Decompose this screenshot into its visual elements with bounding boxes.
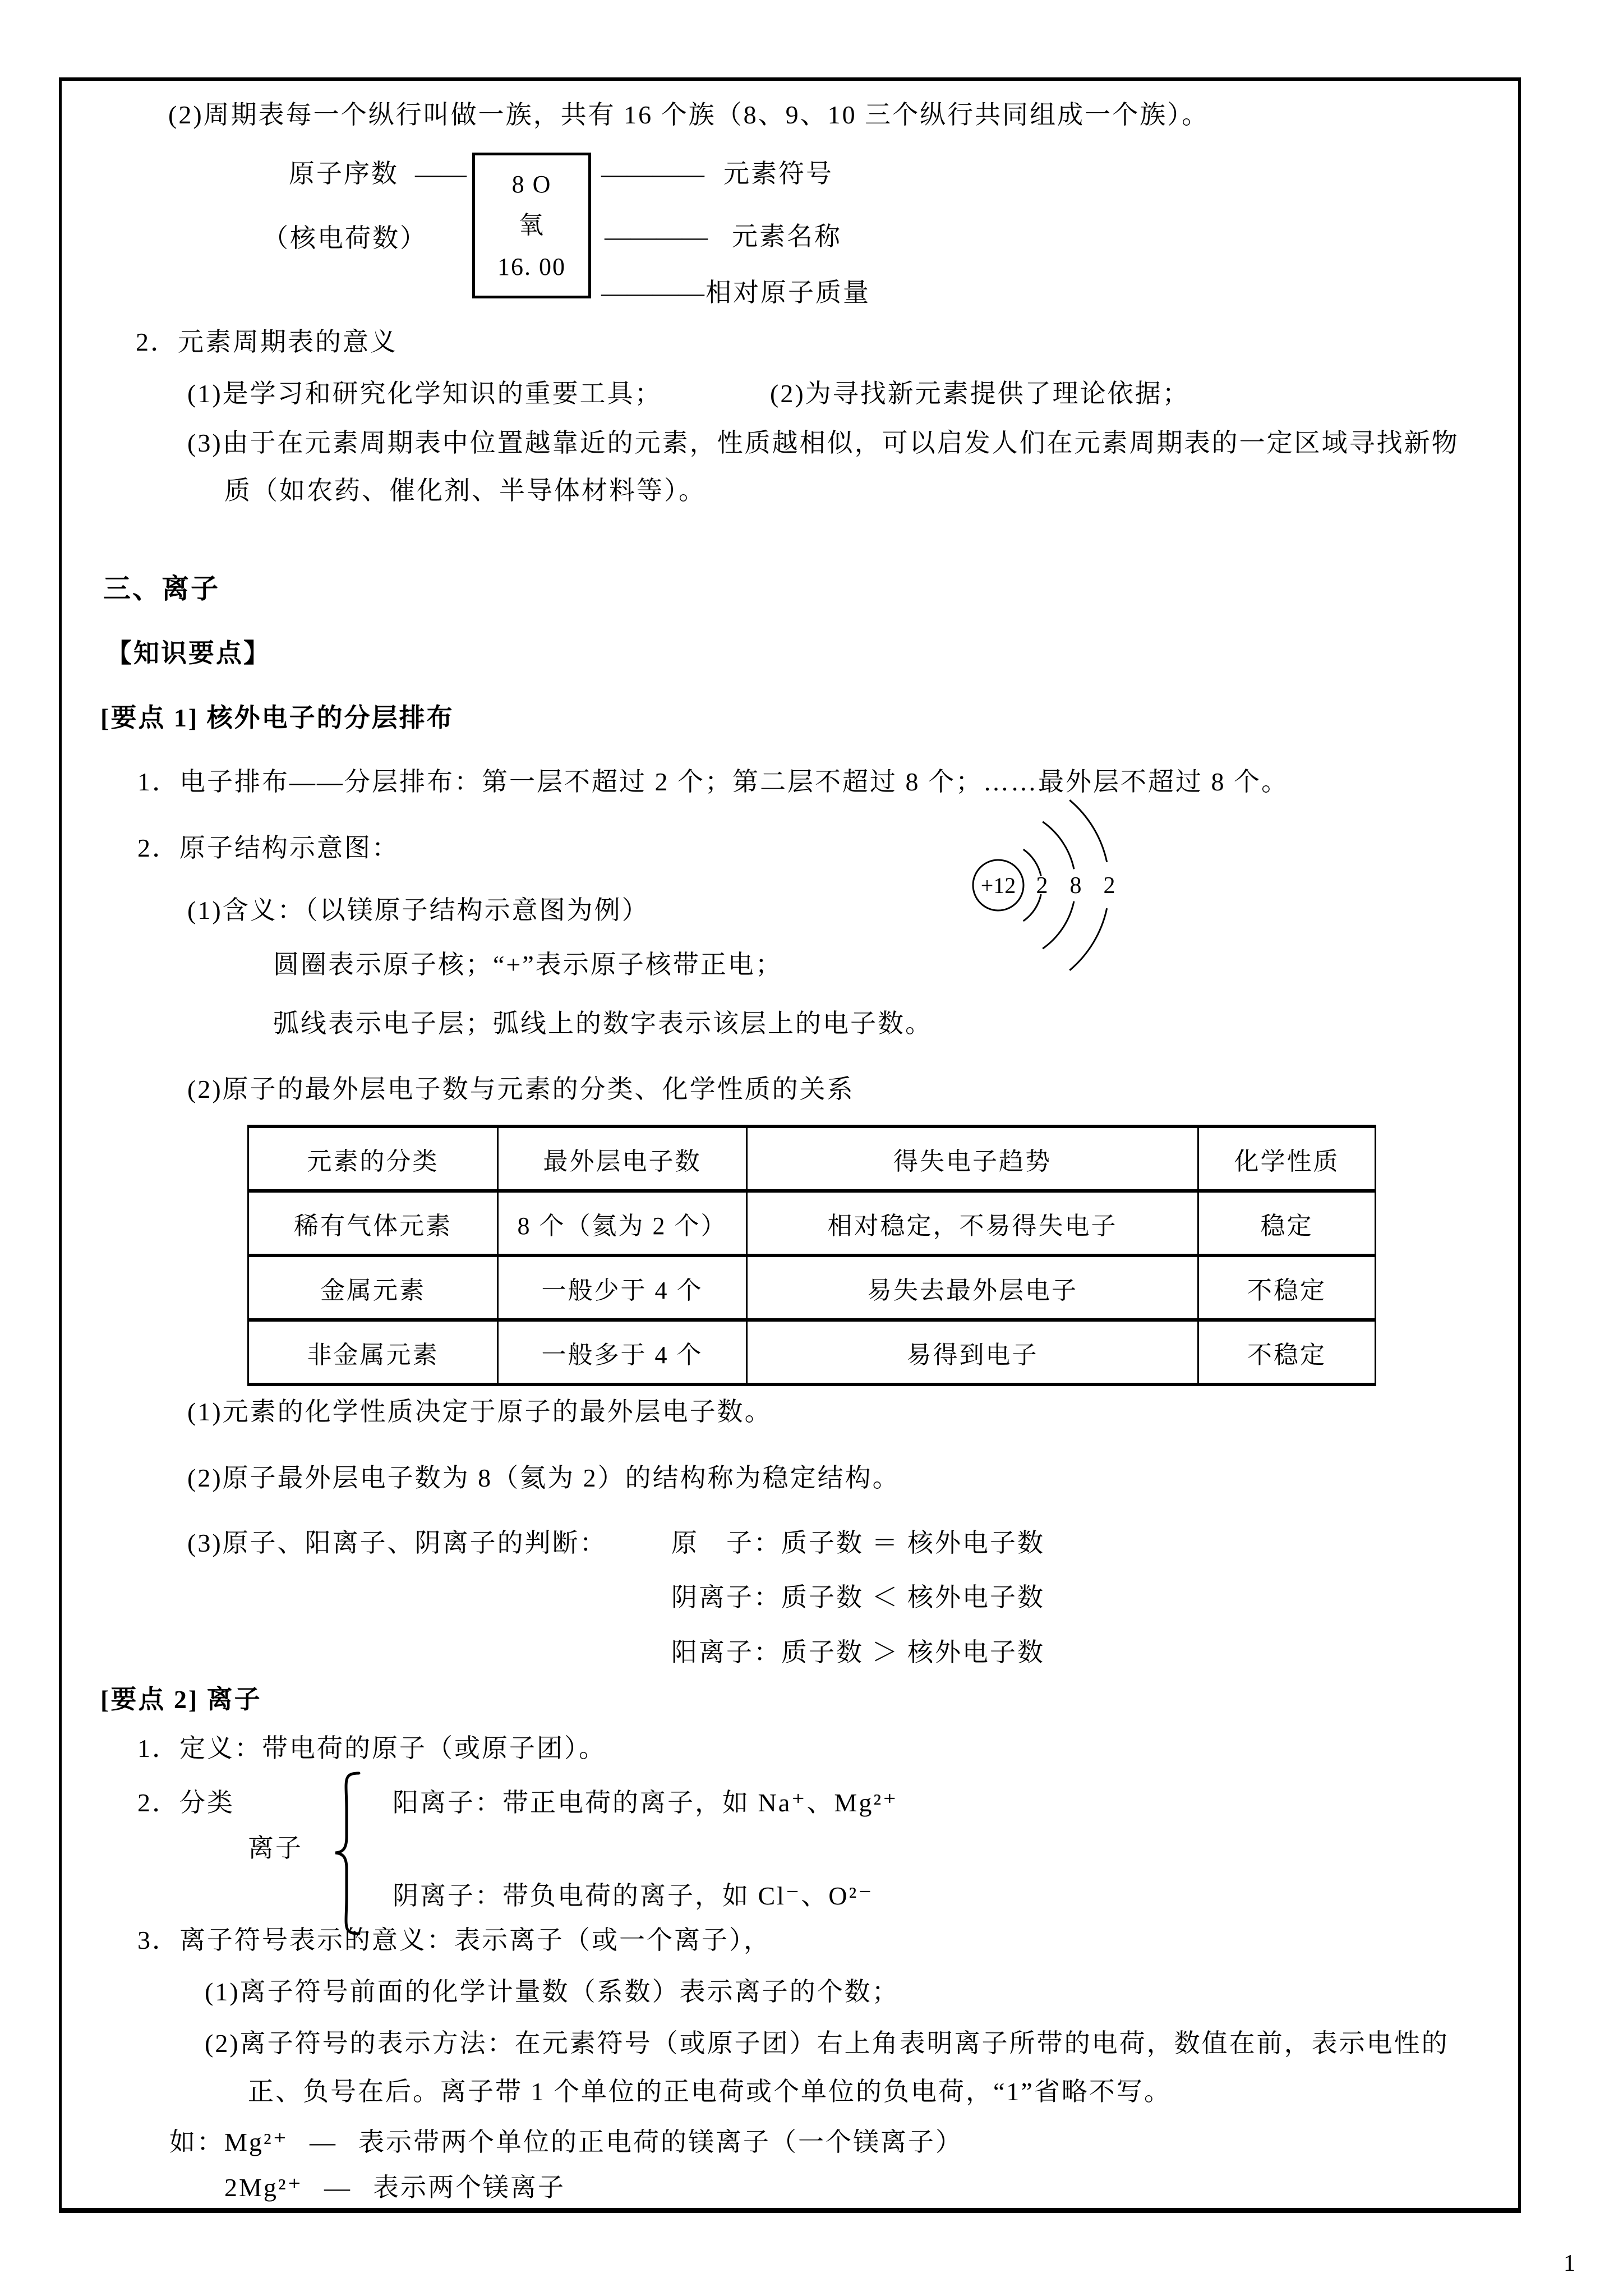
element-box <box>472 153 591 298</box>
nuclear-charge-label: （核电荷数） <box>262 224 427 252</box>
meaning-item1: (1)是学习和研究化学知识的重要工具； <box>187 379 662 408</box>
point1-circle-line: 圆圈表示原子核；“+”表示原子核带正电； <box>273 950 783 979</box>
point2-item3-1: (1)离子符号前面的化学计量数（系数）表示离子的个数； <box>205 1977 900 2006</box>
connector-left: —— <box>415 159 467 188</box>
judge-cation-line: 阳离子：质子数 ＞ 核外电子数 <box>671 1638 1045 1667</box>
table-cell: 易得到电子 <box>747 1320 1198 1384</box>
judge-anion-line: 阴离子：质子数 ＜ 核外电子数 <box>671 1583 1045 1612</box>
point1-note3: (3)原子、阳离子、阴离子的判断： <box>187 1529 607 1557</box>
meaning-heading: 2．元素周期表的意义 <box>136 328 398 356</box>
element-box-name: 氧 <box>519 211 545 239</box>
ion-label: 离子 <box>248 1834 303 1862</box>
relative-mass-label: 相对原子质量 <box>706 278 870 307</box>
table-header-cell: 最外层电子数 <box>498 1126 747 1191</box>
table-cell: 8 个（氦为 2 个） <box>498 1191 747 1255</box>
element-box-atomic-number: 8 O <box>511 170 552 198</box>
point1-note1: (1)元素的化学性质决定于原子的最外层电子数。 <box>187 1397 772 1426</box>
point1-note2: (2)原子最外层电子数为 8（氦为 2）的结构称为稳定结构。 <box>187 1464 900 1492</box>
element-symbol-label: 元素符号 <box>723 159 833 188</box>
knowledge-points-heading: 【知识要点】 <box>106 639 271 668</box>
example1-line <box>169 2125 963 2159</box>
point1-relation-line: (2)原子的最外层电子数与元素的分类、化学性质的关系 <box>187 1075 855 1103</box>
table-cell: 稀有气体元素 <box>248 1191 498 1255</box>
meaning-item3-line1: (3)由于在元素周期表中位置越靠近的元素，性质越相似，可以启发人们在元素周期表的一定区域寻找新物 <box>187 429 1459 457</box>
chapter-heading: 三、离子 <box>103 573 220 604</box>
table-cell: 不稳定 <box>1198 1255 1376 1320</box>
example2-symbol: 2Mg²⁺ <box>224 2173 303 2202</box>
example1-text: 表示带两个单位的正电荷的镁离子（一个镁离子） <box>358 2128 963 2156</box>
table-header-cell: 得失电子趋势 <box>747 1126 1198 1191</box>
shell2-count: 8 <box>1069 873 1082 899</box>
intro-line: (2)周期表每一个纵行叫做一族，共有 16 个族（8、9、10 三个纵行共同组成一个族）。 <box>168 100 1210 129</box>
connector-right-mid: ———— <box>605 222 708 251</box>
table-cell: 不稳定 <box>1198 1320 1376 1384</box>
cation-classify-line: 阳离子：带正电荷的离子，如 Na⁺、Mg²⁺ <box>393 1788 898 1817</box>
example1-symbol: 如：Mg²⁺ <box>169 2128 288 2156</box>
example2-text: 表示两个镁离子 <box>372 2173 565 2202</box>
point2-item3: 3．离子符号表示的意义：表示离子（或一个离子）， <box>137 1926 771 1954</box>
table-header-row <box>248 1126 1376 1191</box>
table-cell: 一般少于 4 个 <box>498 1255 747 1320</box>
outer-electron-table <box>247 1125 1376 1386</box>
element-box-mass: 16. 00 <box>497 252 566 280</box>
table-row <box>248 1320 1376 1384</box>
table-cell: 稳定 <box>1198 1191 1376 1255</box>
table-cell: 非金属元素 <box>248 1320 498 1384</box>
classification-brace <box>325 1770 365 1938</box>
point1-item1: 1．电子排布——分层排布：第一层不超过 2 个；第二层不超过 8 个；……最外层不超过 8 个。 <box>137 767 1289 796</box>
point1-item2: 2．原子结构示意图： <box>137 834 399 862</box>
example2-line <box>224 2171 565 2205</box>
table-header-cell: 化学性质 <box>1198 1126 1376 1191</box>
table-cell: 相对稳定，不易得失电子 <box>747 1191 1198 1255</box>
element-name-label: 元素名称 <box>732 222 842 251</box>
atom-structure-diagram <box>942 795 1161 975</box>
point1-arc-line: 弧线表示电子层；弧线上的数字表示该层上的电子数。 <box>273 1009 933 1038</box>
atomic-number-label: 原子序数 <box>289 159 399 188</box>
table-cell: 金属元素 <box>248 1255 498 1320</box>
meaning-item2: (2)为寻找新元素提供了理论依据； <box>770 379 1190 408</box>
shell3-count: 2 <box>1103 873 1115 899</box>
classify-label: 2．分类 <box>137 1788 234 1817</box>
table-row <box>248 1255 1376 1320</box>
table-cell: 一般多于 4 个 <box>498 1320 747 1384</box>
point1-heading: [要点 1] 核外电子的分层排布 <box>100 703 454 732</box>
example2-dash: — <box>324 2173 352 2202</box>
example1-dash: — <box>309 2128 337 2156</box>
point2-heading: [要点 2] 离子 <box>100 1685 262 1714</box>
point2-item3-2b: 正、负号在后。离子带 1 个单位的正电荷或个单位的负电荷，“1”省略不写。 <box>248 2077 1172 2106</box>
page-number: 1 <box>1564 2251 1577 2276</box>
anion-classify-line: 阴离子：带负电荷的离子，如 Cl⁻、O²⁻ <box>393 1881 874 1910</box>
connector-right-bottom: ———— <box>601 278 704 307</box>
point2-item3-2a: (2)离子符号的表示方法：在元素符号（或原子团）右上角表明离子所带的电荷，数值在前，表示电性的 <box>205 2029 1449 2058</box>
connector-right-top: ———— <box>601 159 704 188</box>
table-header-cell: 元素的分类 <box>248 1126 498 1191</box>
nucleus-charge: +12 <box>980 873 1016 898</box>
point2-definition: 1．定义：带电荷的原子（或原子团）。 <box>137 1734 606 1763</box>
table-cell: 易失去最外层电子 <box>747 1255 1198 1320</box>
shell1-count: 2 <box>1036 873 1048 899</box>
meaning-item3-line2: 质（如农药、催化剂、半导体材料等）。 <box>224 476 706 505</box>
point1-meaning-line: (1)含义：（以镁原子结构示意图为例） <box>187 896 649 924</box>
judge-atom-line: 原 子：质子数 ＝ 核外电子数 <box>671 1529 1045 1557</box>
table-row <box>248 1191 1376 1255</box>
